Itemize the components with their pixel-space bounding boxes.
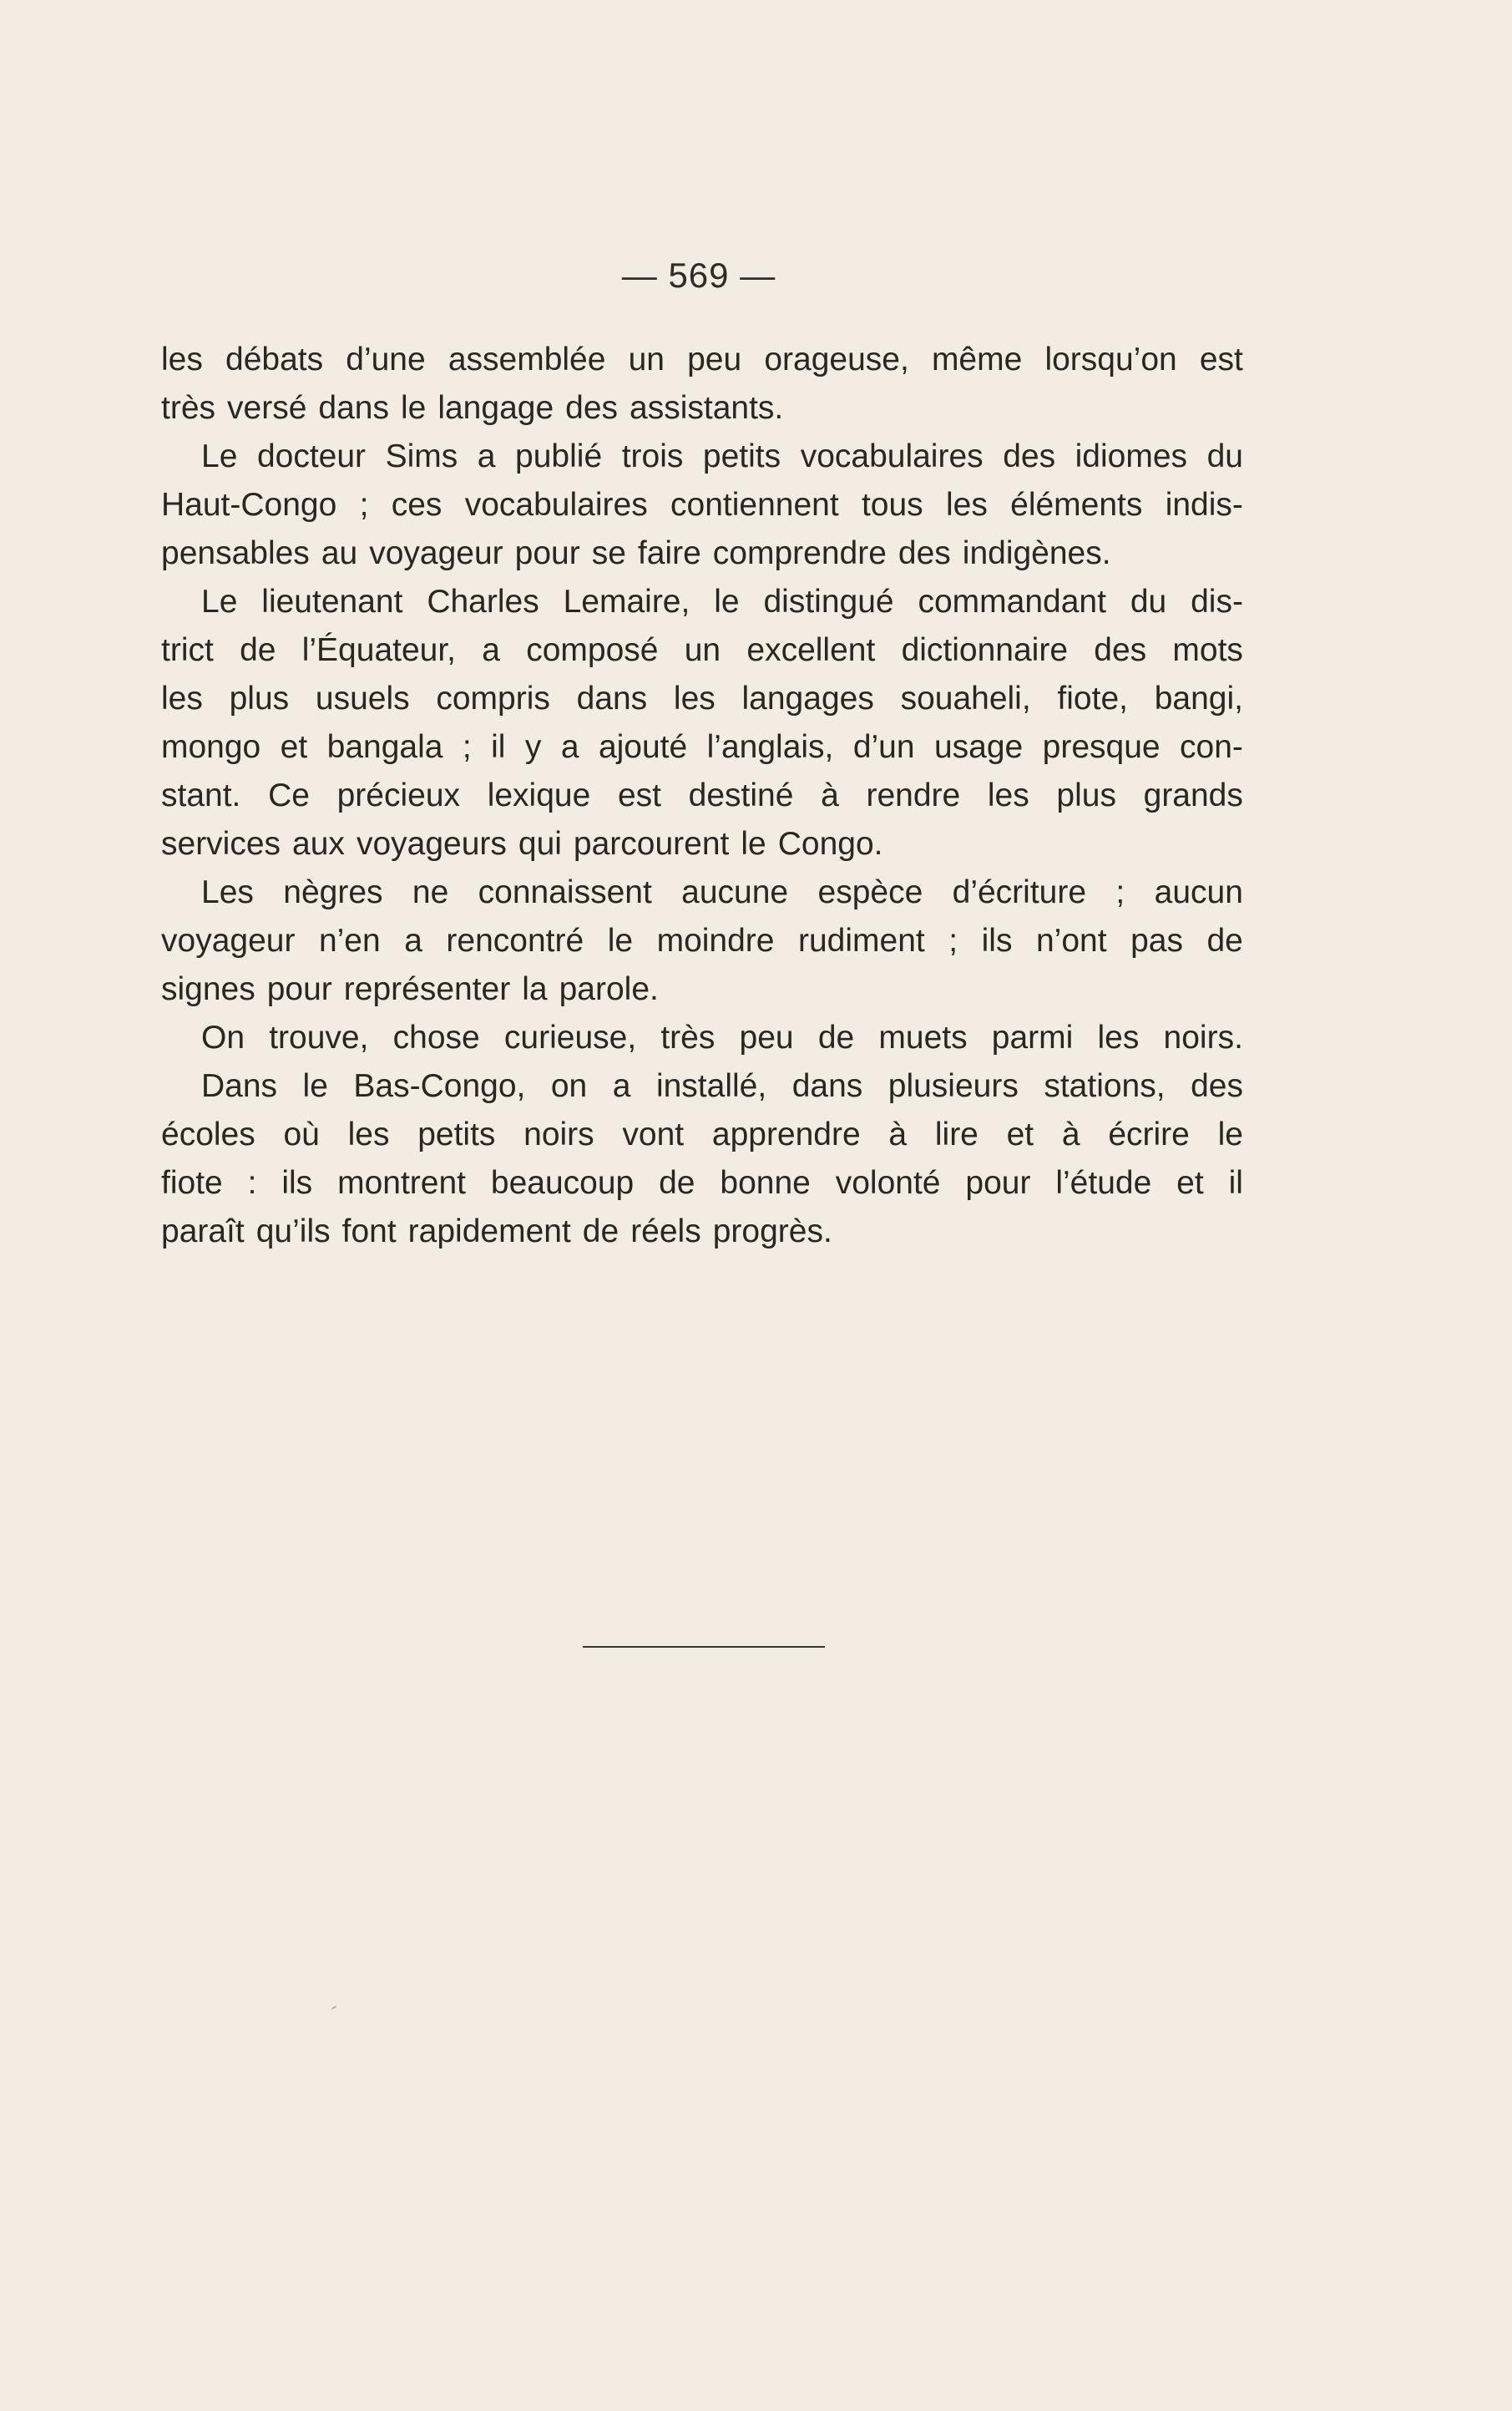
word: ; — [359, 487, 369, 523]
word: dans — [318, 390, 389, 426]
text-line — [161, 1062, 1243, 1111]
word: ajouté — [598, 729, 688, 765]
word: a — [482, 632, 500, 668]
word: stations, — [1044, 1068, 1166, 1104]
word: les — [673, 681, 716, 717]
word: comprendre — [712, 535, 887, 571]
word: d’écriture — [952, 874, 1087, 910]
word: éléments — [1010, 487, 1143, 523]
word: apprendre — [711, 1117, 861, 1152]
word: les — [347, 1117, 390, 1152]
word: ; — [462, 729, 472, 765]
word: ne — [412, 874, 449, 910]
word: Les — [201, 874, 254, 910]
word: à — [1061, 1117, 1080, 1152]
word: Ce — [268, 777, 310, 813]
word: noirs — [523, 1117, 594, 1152]
word: pensables — [161, 535, 310, 571]
word: qui — [518, 826, 562, 862]
text-line — [161, 384, 1243, 433]
word: a — [477, 438, 496, 474]
word: voyageur — [369, 535, 503, 571]
text-line — [161, 772, 1243, 820]
word: assistants. — [630, 390, 784, 426]
word: destiné — [688, 777, 794, 813]
word: vocabulaires — [464, 487, 648, 523]
word: et — [1176, 1165, 1204, 1201]
word: l’étude — [1055, 1165, 1152, 1201]
word: y — [524, 729, 542, 765]
word: montrent — [337, 1165, 466, 1201]
word: de — [659, 1165, 695, 1201]
word: composé — [526, 632, 659, 668]
word: parcourent — [573, 826, 730, 862]
word: de — [817, 1020, 855, 1056]
word: du — [1206, 438, 1243, 474]
word: mongo — [161, 729, 261, 765]
word: compris — [436, 681, 550, 717]
word: les — [987, 777, 1029, 813]
text-line — [161, 820, 1243, 869]
word: assemblée — [448, 342, 606, 377]
word: a — [612, 1068, 631, 1104]
word: : — [247, 1165, 257, 1201]
word: dans — [576, 681, 648, 717]
text-line — [161, 965, 1243, 1014]
word: paraît — [161, 1213, 245, 1249]
word: ils — [281, 1165, 313, 1201]
word: aucune — [681, 874, 789, 910]
word: rapidement — [407, 1213, 571, 1249]
text-line — [161, 1159, 1243, 1208]
word: stant. — [161, 777, 241, 813]
word: à — [888, 1117, 908, 1152]
word: ils — [981, 923, 1013, 959]
word: trouve, — [269, 1020, 369, 1056]
word: plus — [229, 681, 290, 717]
word: ; — [1115, 874, 1125, 910]
text-line — [161, 626, 1243, 675]
word: langage — [437, 390, 554, 426]
word: lorsqu’on — [1044, 342, 1177, 377]
word: fiote — [161, 1165, 223, 1201]
word: publié — [515, 438, 603, 474]
word: du — [1130, 584, 1167, 620]
word: plus — [1056, 777, 1116, 813]
word: versé — [227, 390, 307, 426]
word: Dans — [201, 1068, 278, 1104]
word: ; — [948, 923, 958, 959]
word: ces — [391, 487, 442, 523]
word: Le — [201, 584, 238, 620]
word: le — [1217, 1117, 1243, 1152]
word: Lemaire, — [563, 584, 690, 620]
word: un — [684, 632, 721, 668]
word: services — [161, 826, 281, 862]
word: aucun — [1154, 874, 1243, 910]
word: peu — [687, 342, 742, 377]
word: curieuse, — [503, 1020, 637, 1056]
word: a — [404, 923, 422, 959]
text-line — [161, 1208, 1243, 1256]
text-line — [161, 675, 1243, 723]
section-end-rule — [583, 1646, 825, 1648]
text-line — [161, 869, 1243, 917]
word: des — [898, 535, 951, 571]
word: excellent — [746, 632, 876, 668]
word: con- — [1180, 729, 1243, 765]
word: très — [660, 1020, 716, 1056]
word: Le — [201, 438, 238, 474]
word: des — [1003, 438, 1056, 474]
word: des — [1191, 1068, 1243, 1104]
word: grands — [1143, 777, 1243, 813]
word: rudiment — [798, 923, 925, 959]
word: il — [491, 729, 506, 765]
word: n’en — [318, 923, 381, 959]
word: un — [628, 342, 665, 377]
word: usage — [933, 729, 1024, 765]
word: petits — [417, 1117, 496, 1152]
word: la — [522, 971, 548, 1007]
word: voyageurs — [356, 826, 507, 862]
word: trois — [621, 438, 684, 474]
word: faire — [637, 535, 701, 571]
text-line — [161, 481, 1243, 529]
body-text — [161, 336, 1243, 1256]
word: réels — [630, 1213, 701, 1249]
word: petits — [702, 438, 781, 474]
word: vont — [622, 1117, 685, 1152]
word: les — [1097, 1020, 1140, 1056]
word: progrès. — [712, 1213, 832, 1249]
word: rencontré — [446, 923, 584, 959]
word: nègres — [283, 874, 383, 910]
word: dis- — [1191, 584, 1243, 620]
word: presque — [1042, 729, 1161, 765]
word: aux — [292, 826, 345, 862]
word: et — [280, 729, 308, 765]
word: se — [591, 535, 626, 571]
word: pour — [965, 1165, 1031, 1201]
word: très — [161, 390, 216, 426]
word: noirs. — [1163, 1020, 1243, 1056]
text-line — [161, 336, 1243, 384]
word: précieux — [336, 777, 461, 813]
word: le — [741, 826, 766, 862]
paper-speck — [331, 2006, 336, 2010]
word: Haut-Congo — [161, 487, 337, 523]
word: bangala — [326, 729, 443, 765]
word: le — [302, 1068, 328, 1104]
word: tous — [861, 487, 923, 523]
word: installé, — [655, 1068, 767, 1104]
word: beaucoup — [490, 1165, 635, 1201]
text-line — [161, 578, 1243, 626]
word: les — [945, 487, 988, 523]
word: il — [1228, 1165, 1243, 1201]
word: au — [321, 535, 358, 571]
word: est — [617, 777, 661, 813]
word: pour — [514, 535, 580, 571]
word: bangi, — [1154, 681, 1243, 717]
word: orageuse, — [764, 342, 909, 377]
word: représenter — [343, 971, 511, 1007]
word: docteur — [256, 438, 367, 474]
word: dans — [791, 1068, 863, 1104]
word: pas — [1130, 923, 1183, 959]
text-line — [161, 1014, 1243, 1062]
word: langages — [741, 681, 874, 717]
text-line — [161, 917, 1243, 965]
word: dictionnaire — [901, 632, 1069, 668]
word: de — [240, 632, 276, 668]
word: contiennent — [670, 487, 839, 523]
word: les — [161, 681, 203, 717]
word: le — [400, 390, 427, 426]
word: volonté — [835, 1165, 941, 1201]
word: écoles — [161, 1117, 255, 1152]
word: plusieurs — [887, 1068, 1019, 1104]
text-line — [161, 529, 1243, 578]
word: débats — [225, 342, 324, 377]
word: d’un — [852, 729, 915, 765]
word: voyageur — [161, 923, 296, 959]
word: lexique — [487, 777, 591, 813]
word: d’une — [346, 342, 426, 377]
word: lire — [934, 1117, 979, 1152]
word: parole. — [559, 971, 659, 1007]
word: de — [582, 1213, 619, 1249]
word: souaheli, — [900, 681, 1031, 717]
word: rendre — [866, 777, 961, 813]
word: signes — [161, 971, 255, 1007]
word: distingué — [763, 584, 894, 620]
word: bonne — [720, 1165, 811, 1201]
word: muets — [878, 1020, 968, 1056]
word: pour — [266, 971, 332, 1007]
word: font — [341, 1213, 397, 1249]
word: où — [283, 1117, 320, 1152]
word: l’anglais, — [706, 729, 834, 765]
text-line — [161, 723, 1243, 772]
word: indis- — [1165, 487, 1243, 523]
word: l’Équateur, — [301, 632, 457, 668]
word: le — [714, 584, 740, 620]
word: à — [821, 777, 839, 813]
text-line — [161, 433, 1243, 481]
word: On — [201, 1020, 245, 1056]
word: de — [1206, 923, 1243, 959]
word: Congo. — [777, 826, 883, 862]
word: chose — [392, 1020, 480, 1056]
word: indigènes. — [962, 535, 1111, 571]
word: idiomes — [1075, 438, 1188, 474]
word: des — [565, 390, 619, 426]
word: connaissent — [478, 874, 652, 910]
word: parmi — [991, 1020, 1074, 1056]
word: qu’ils — [255, 1213, 331, 1249]
word: vocabulaires — [800, 438, 984, 474]
word: Bas-Congo, — [353, 1068, 526, 1104]
word: trict — [161, 632, 214, 668]
word: et — [1006, 1117, 1034, 1152]
word: lieutenant — [261, 584, 403, 620]
text-line — [161, 1111, 1243, 1159]
word: écrire — [1108, 1117, 1190, 1152]
word: des — [1094, 632, 1147, 668]
page-number: — 569 — — [621, 256, 776, 295]
word: mots — [1172, 632, 1243, 668]
word: a — [560, 729, 579, 765]
word: moindre — [656, 923, 775, 959]
word: commandant — [918, 584, 1106, 620]
word: fiote, — [1057, 681, 1128, 717]
word: espèce — [817, 874, 923, 910]
word: le — [607, 923, 634, 959]
word: usuels — [315, 681, 410, 717]
word: même — [931, 342, 1023, 377]
word: on — [550, 1068, 588, 1104]
word: est — [1199, 342, 1243, 377]
word: les — [161, 342, 203, 377]
word: peu — [739, 1020, 794, 1056]
word: Sims — [385, 438, 458, 474]
word: n’ont — [1035, 923, 1107, 959]
word: Charles — [427, 584, 539, 620]
